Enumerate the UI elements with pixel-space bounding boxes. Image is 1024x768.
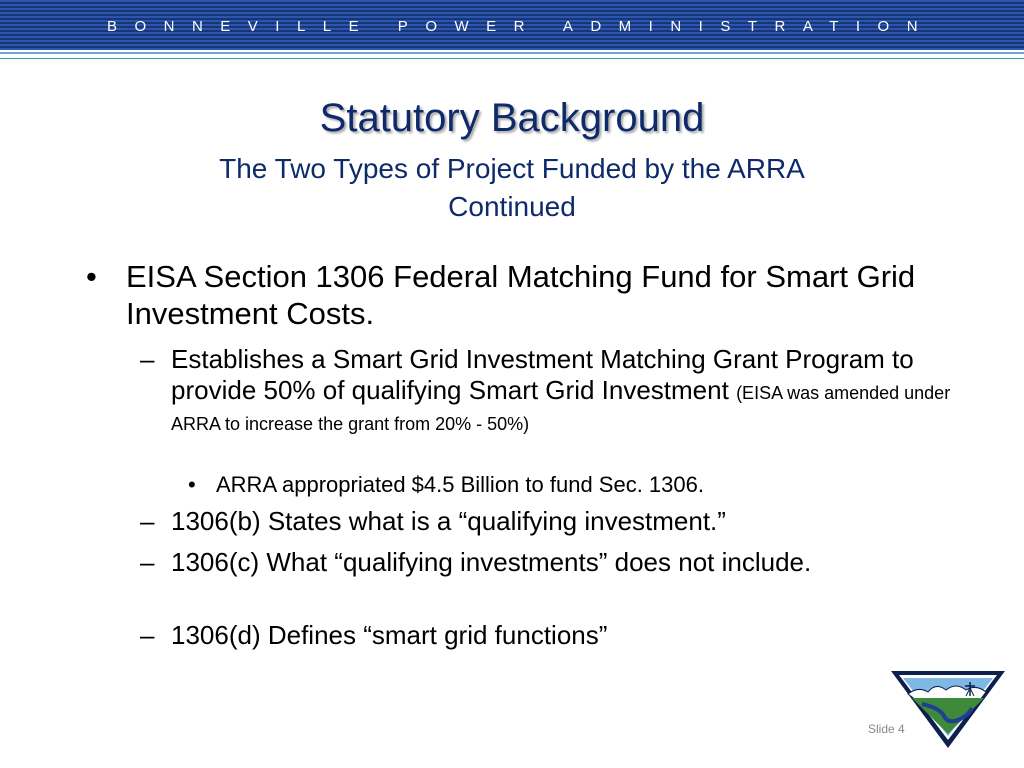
banner-title: BONNEVILLE POWER ADMINISTRATION: [106, 17, 936, 35]
dash-marker: –: [140, 620, 155, 650]
header-rule-teal: [0, 58, 1024, 59]
subtitle-line-2: Continued: [448, 191, 576, 222]
sub-bullet-1: [171, 344, 951, 437]
dash-marker: –: [140, 344, 155, 374]
header-rule-light: [0, 52, 1024, 54]
slide-number: Slide 4: [868, 722, 905, 736]
dash-marker: –: [140, 547, 155, 577]
bpa-triangle-logo-icon: [888, 668, 1008, 750]
sub-bullet-2: 1306(b) States what is a “qualifying investment.”: [171, 506, 726, 536]
sub-bullet-1-text: Establishes a Smart Grid Investment Matching Grant Program to provide 50% of qualifying Smart Grid Investment: [171, 344, 914, 405]
sub-sub-bullet: ARRA appropriated $4.5 Billion to fund Sec. 1306.: [216, 472, 704, 497]
subtitle-line-1: The Two Types of Project Funded by the ARRA: [219, 153, 805, 184]
slide-subtitle: [0, 150, 1024, 226]
bullet-marker: •: [86, 259, 97, 294]
sub-bullet-1-note: (EISA was amended under ARRA to increase the grant from 20% - 50%): [171, 383, 951, 434]
sub-bullet-4: 1306(d) Defines “smart grid functions”: [171, 620, 608, 650]
bullet-marker: •: [188, 472, 196, 497]
bullet-main: EISA Section 1306 Federal Matching Fund for Smart Grid Investment Costs.: [126, 259, 916, 331]
header-banner: [0, 0, 1024, 50]
sub-bullet-3: 1306(c) What “qualifying investments” does not include.: [171, 547, 812, 577]
dash-marker: –: [140, 506, 155, 536]
slide-title: Statutory Background: [319, 96, 705, 140]
